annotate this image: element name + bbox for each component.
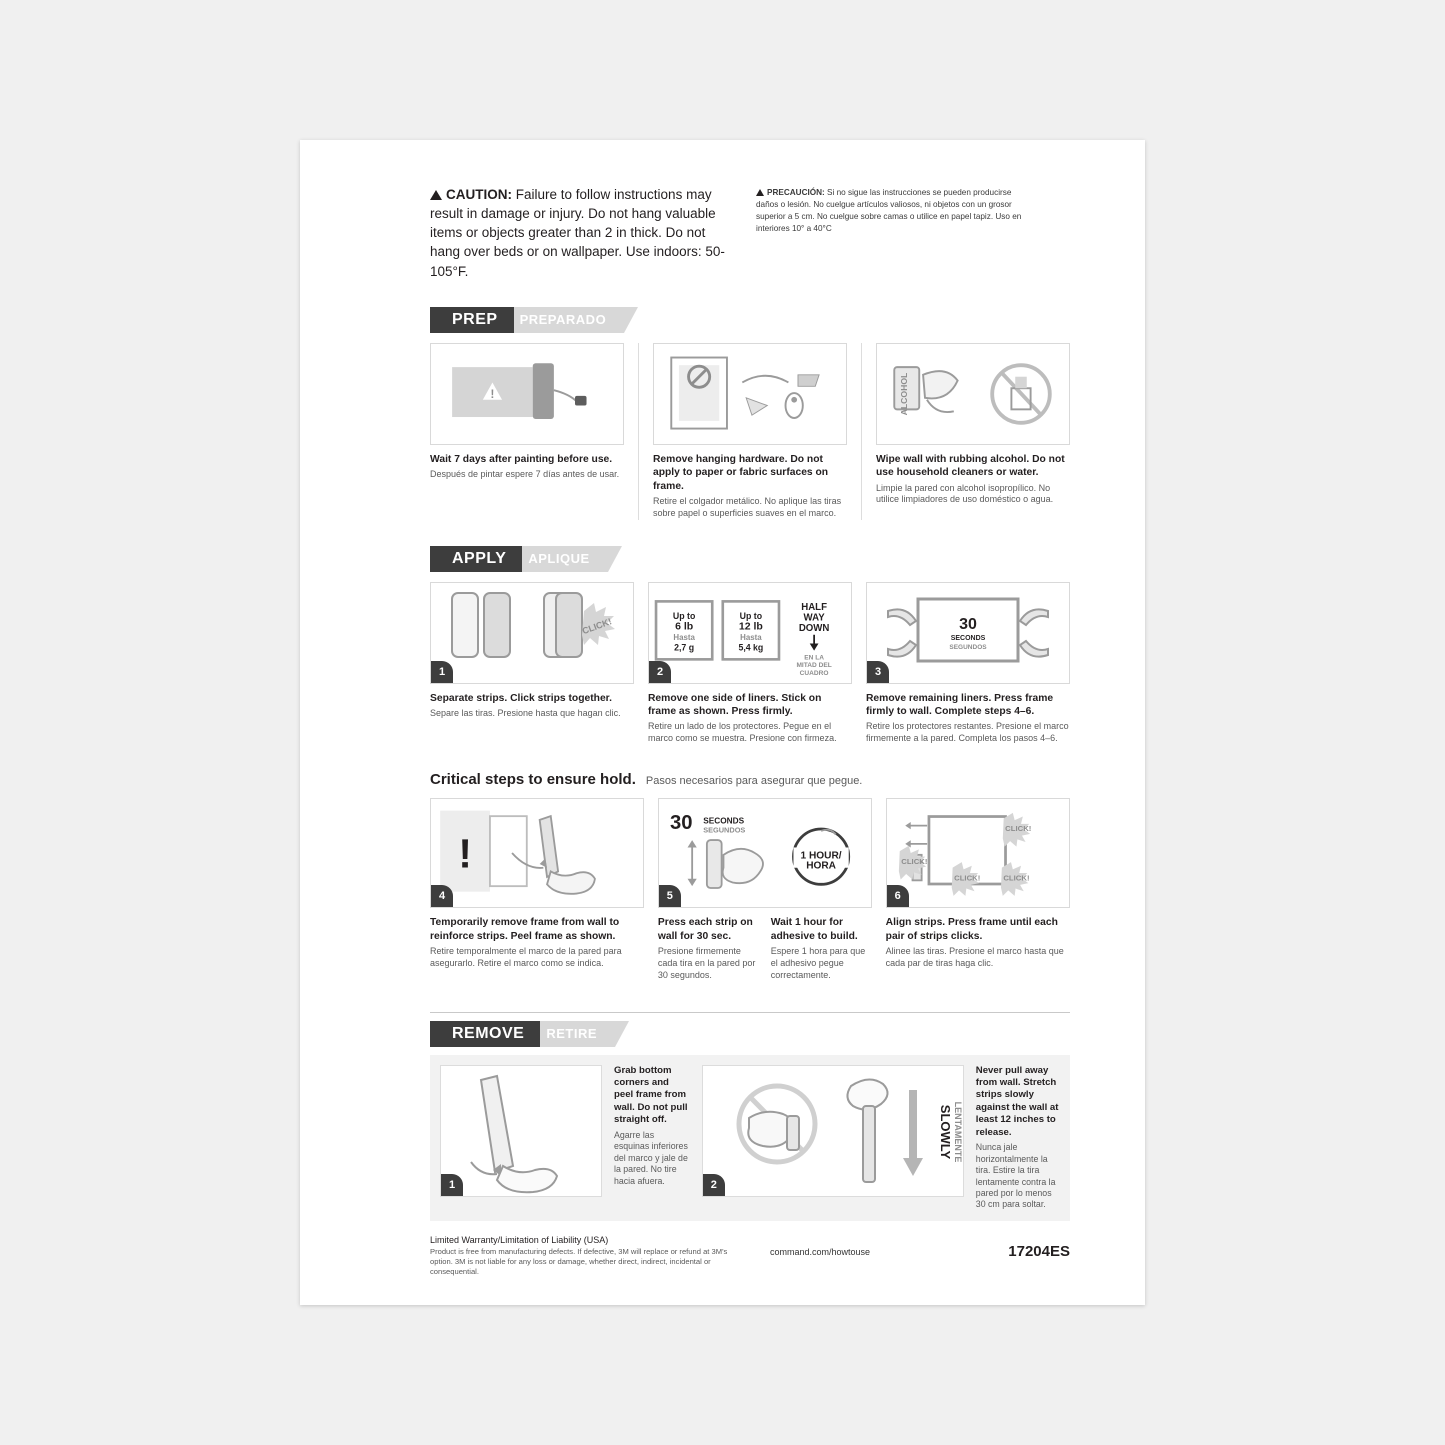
caution-english: [430, 185, 730, 281]
critical-step-4-caption: [430, 916, 644, 970]
apply-step-1-es: Separe las tiras. Presione hasta que hagan clic.: [430, 708, 621, 719]
prep-step-2-caption: [653, 453, 847, 520]
prep-step-3-en: Wipe wall with rubbing alcohol. Do not use household cleaners or water.: [876, 453, 1065, 479]
critical-heading-en: Critical steps to ensure hold.: [430, 771, 636, 789]
caution-text-en: Failure to follow instructions may result in damage or injury. Do not hang valuable items or objects greater than 2 in thick. Do not hang over beds or on wallpaper. Use indoors: 50-105°F.: [430, 187, 725, 279]
apply-step-2-art: [648, 582, 852, 684]
svg-text:MITAD DEL: MITAD DEL: [796, 661, 832, 669]
prep-step-1-art: [430, 343, 624, 445]
prep-step-3-es: Limpie la pared con alcohol isopropílico. No utilice limpiadores de uso doméstico o agua.: [876, 482, 1054, 505]
svg-text:!: !: [458, 830, 472, 877]
critical-step-6-es: Alinee las tiras. Presione el marco hasta que cada par de tiras haga clic.: [885, 945, 1064, 968]
apply-banner-wedge2: [608, 546, 622, 572]
remove-panel: [430, 1055, 1070, 1221]
remove-step-1-es: Agarre las esquinas inferiores del marco y jale de la pared. No tire hacia afuera.: [614, 1129, 688, 1186]
apply-step-3-en: Remove remaining liners. Press frame firmly to wall. Complete steps 4–6.: [866, 692, 1054, 718]
svg-text:ALCOHOL: ALCOHOL: [898, 372, 909, 416]
warranty-body: Product is free from manufacturing defects. If defective, 3M will replace or refund at 3M's option. 3M is not liable for any loss or damage, whether direct, indirect, incidental or consequential.: [430, 1246, 728, 1277]
critical-step-4-es: Retire temporalmente el marco de la pared para asegurarlo. Retire el marco como se indica.: [430, 945, 622, 968]
warranty-block: [430, 1235, 730, 1278]
svg-text:CLICK!: CLICK!: [580, 615, 614, 636]
remove-step-2-en: Never pull away from wall. Stretch strips slowly against the wall at least 12 inches to release.: [975, 1064, 1059, 1138]
caution-label-en: CAUTION:: [446, 187, 512, 202]
svg-text:2,7 g: 2,7 g: [674, 642, 695, 653]
svg-text:12 lb: 12 lb: [738, 620, 763, 633]
critical-step-5-caption: [658, 916, 872, 981]
critical-step-6: [886, 798, 1070, 981]
svg-text:CLICK!: CLICK!: [1003, 873, 1030, 883]
prep-step-2-en: Remove hanging hardware. Do not apply to paper or fabric surfaces on frame.: [653, 453, 829, 492]
prep-banner-wedge2: [624, 307, 638, 333]
prep-step-1-es: Después de pintar espere 7 días antes de usar.: [430, 469, 620, 480]
remove-step-1-en: Grab bottom corners and peel frame from wall. Do not pull straight off.: [614, 1064, 688, 1126]
svg-text:CUADRO: CUADRO: [799, 669, 829, 677]
caution-label-es: PRECAUCIÓN:: [767, 188, 825, 197]
apply-step-1-caption: [430, 692, 634, 720]
howtouse-url[interactable]: command.com/howtouse: [770, 1246, 871, 1257]
critical-step-5b-en: Wait 1 hour for adhesive to build.: [770, 917, 858, 942]
svg-text:SEGUNDOS: SEGUNDOS: [703, 825, 746, 835]
prep-banner-es: PREPARADO: [514, 307, 625, 333]
caution-spanish: [756, 185, 1026, 235]
apply-banner-es: APLIQUE: [522, 546, 607, 572]
svg-text:DOWN: DOWN: [798, 622, 830, 634]
prep-divider-1: [638, 343, 639, 520]
critical-step-5-number: 5: [659, 885, 681, 907]
critical-step-4-art: [430, 798, 644, 908]
prep-step-3: [876, 343, 1070, 520]
warranty-title-text: Limited Warranty/Limitation of Liability: [430, 1234, 582, 1245]
remove-banner-es: RETIRE: [540, 1021, 615, 1047]
prep-step-1: [430, 343, 624, 520]
prep-banner: [430, 307, 1070, 333]
svg-text:30: 30: [669, 812, 693, 835]
apply-step-2-number: 2: [649, 661, 671, 683]
apply-step-2: [648, 582, 852, 746]
critical-step-4-en: Temporarily remove frame from wall to reinforce strips. Peel frame as shown.: [430, 917, 620, 942]
svg-text:6 lb: 6 lb: [675, 620, 694, 633]
apply-steps-row: [430, 582, 1070, 746]
svg-text:1 HOUR/: 1 HOUR/: [800, 850, 842, 862]
remove-step-1-caption: [614, 1065, 690, 1211]
svg-text:SECONDS: SECONDS: [950, 634, 986, 642]
svg-text:WAY: WAY: [803, 612, 825, 624]
apply-step-3-caption: [866, 692, 1070, 746]
critical-step-5: [658, 798, 872, 981]
svg-text:5,4 kg: 5,4 kg: [738, 642, 764, 653]
svg-text:CLICK!: CLICK!: [900, 857, 928, 867]
svg-text:SLOWLY: SLOWLY: [937, 1104, 953, 1159]
apply-step-3-number: 3: [867, 661, 889, 683]
remove-section: [430, 1012, 1070, 1221]
critical-step-6-caption: [886, 916, 1070, 970]
prep-step-2-art: [653, 343, 847, 445]
apply-step-3-es: Retire los protectores restantes. Presione el marco firmemente a la pared. Completa los pasos 4–6.: [866, 721, 1069, 744]
apply-banner-en: APPLY: [430, 546, 522, 572]
remove-step-1-number: 1: [441, 1174, 463, 1196]
prep-step-2: [653, 343, 847, 520]
critical-step-6-number: 6: [887, 885, 909, 907]
svg-text:30: 30: [959, 615, 977, 633]
remove-step-1-art: [440, 1065, 602, 1197]
remove-step-2-es: Nunca jale horizontalmente la tira. Estire la tira lentamente contra la pared por lo menos 30 cm para soltar.: [975, 1142, 1056, 1210]
apply-banner: [430, 546, 1070, 572]
critical-step-4: [430, 798, 644, 981]
warranty-title: [430, 1235, 730, 1245]
warranty-title-note: (USA): [581, 1234, 609, 1245]
svg-text:HALF: HALF: [801, 601, 827, 613]
prep-step-1-en: Wait 7 days after painting before use.: [430, 453, 613, 465]
remove-banner-en: REMOVE: [430, 1021, 540, 1047]
sku-number: 17204ES: [1008, 1242, 1070, 1260]
svg-text:Hasta: Hasta: [740, 632, 762, 642]
instruction-sheet-page: [300, 140, 1145, 1305]
remove-step-2-art: [702, 1065, 964, 1197]
apply-step-3: [866, 582, 1070, 746]
footer: [430, 1235, 1070, 1278]
svg-text:SEGUNDOS: SEGUNDOS: [949, 643, 987, 651]
svg-text:CLICK!: CLICK!: [953, 873, 980, 883]
svg-text:Up to: Up to: [739, 610, 763, 621]
apply-step-1-en: Separate strips. Click strips together.: [430, 692, 612, 704]
sheet-content: [430, 185, 1070, 1277]
warning-triangle-icon: [430, 190, 442, 200]
svg-text:HORA: HORA: [806, 860, 836, 872]
warning-triangle-icon-es: [756, 189, 764, 196]
remove-step-2-number: 2: [703, 1174, 725, 1196]
prep-step-3-art: [876, 343, 1070, 445]
prep-divider-2: [861, 343, 862, 520]
remove-banner: [430, 1021, 1070, 1047]
apply-step-2-es: Retire un lado de los protectores. Pegue en el marco como se muestra. Presione con firmeza.: [648, 721, 837, 744]
svg-text:EN LA: EN LA: [804, 654, 824, 662]
svg-text:CLICK!: CLICK!: [1004, 824, 1032, 834]
critical-step-5-es: Presione firmemente cada tira en la pared por 30 segundos.: [657, 945, 756, 980]
critical-steps-heading: [430, 771, 1070, 788]
remove-step-2-caption: [976, 1065, 1060, 1211]
prep-steps-row: [430, 343, 1070, 520]
critical-step-5b-es: Espere 1 hora para que el adhesivo pegue correctamente.: [770, 945, 866, 980]
apply-step-1-art: [430, 582, 634, 684]
remove-banner-wedge2: [615, 1021, 629, 1047]
caution-row: [430, 185, 1070, 281]
svg-text:LENTAMENTE: LENTAMENTE: [952, 1101, 963, 1162]
prep-step-1-caption: [430, 453, 624, 481]
apply-step-1-number: 1: [431, 661, 453, 683]
apply-step-3-art: [866, 582, 1070, 684]
apply-step-1: [430, 582, 634, 746]
svg-text:Up to: Up to: [672, 610, 696, 621]
critical-step-5-en: Press each strip on wall for 30 sec.: [657, 917, 753, 942]
critical-heading-es: Pasos necesarios para asegurar que pegue.: [645, 775, 863, 788]
prep-banner-en: PREP: [430, 307, 514, 333]
apply-step-2-en: Remove one side of liners. Stick on frame as shown. Press firmly.: [648, 692, 822, 718]
svg-text:SECONDS: SECONDS: [703, 816, 744, 826]
critical-steps-row: [430, 798, 1070, 981]
svg-text:!: !: [490, 388, 495, 401]
prep-step-3-caption: [876, 453, 1070, 507]
critical-step-6-en: Align strips. Press frame until each pair of strips clicks.: [885, 917, 1058, 942]
critical-step-6-art: [886, 798, 1070, 908]
prep-step-2-es: Retire el colgador metálico. No aplique las tiras sobre papel o superficies suaves en el marco.: [653, 495, 842, 518]
critical-step-5-art: [658, 798, 872, 908]
apply-step-2-caption: [648, 692, 852, 746]
caution-text-es: Si no sigue las instrucciones se pueden producirse daños o lesión. No cuelgue artículos valiosos, ni objetos con un grosor superior a 5 cm. No cuelgue sobre camas o utilice en papel tapiz. Uso en interiores 10° a 40°C: [756, 188, 1022, 233]
critical-step-4-number: 4: [431, 885, 453, 907]
svg-text:Hasta: Hasta: [673, 632, 695, 642]
